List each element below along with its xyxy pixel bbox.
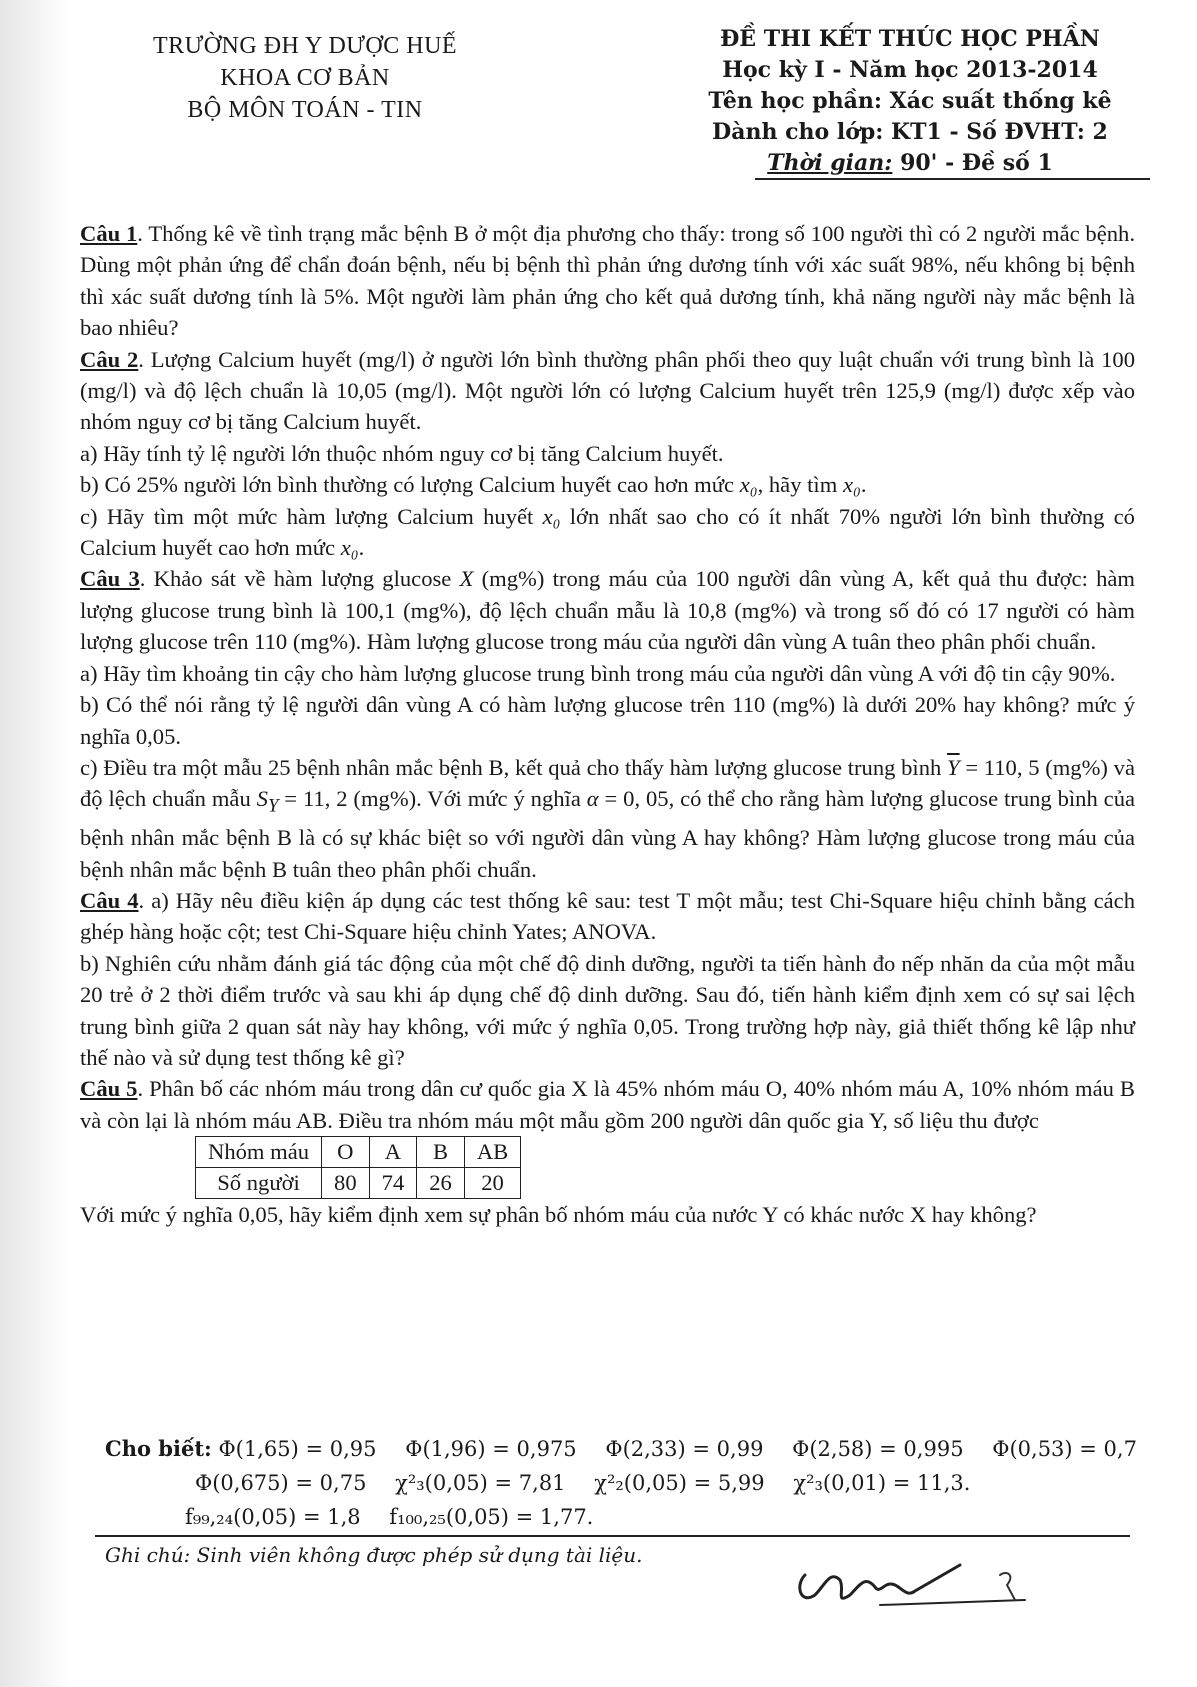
given-value: Φ(2,58) = 0,995 — [792, 1437, 964, 1461]
question-3a: a) Hãy tìm khoảng tin cậy cho hàm lượng glucose trung bình trong máu của người dân vùng A với độ tin cậy 90%. — [80, 660, 1116, 686]
table-header-row — [196, 1137, 521, 1168]
table-cell: A — [369, 1137, 417, 1168]
question-3c — [80, 752, 1135, 885]
x0-symbol: x₀ — [542, 503, 561, 529]
exam-note: Ghi chú: Sinh viên không được phép sử dụng tài liệu. — [105, 1543, 643, 1567]
faculty-name: KHOA CƠ BẢN — [220, 65, 390, 91]
given-value: Φ(2,33) = 0,99 — [605, 1437, 764, 1461]
alpha-symbol: α — [586, 786, 599, 812]
sy-symbol: S — [256, 786, 268, 812]
given-line-3 — [105, 1500, 1145, 1534]
question-4b: b) Nghiên cứu nhằm đánh giá tác động của một chế độ dinh dưỡng, người ta tiến hành đo nếp nhăn da của một mẫu 20 trẻ ở 2 thời điểm trước và sau khi áp dụng chế độ dinh dưỡng. Sau đó, tiến hành kiểm định xem có sự sai lệch trung bình giữa 2 quan sát này hay không, với mức ý nghĩa 0,05. Trong trường hợp này, giả thiết thống kê lập như thế nào và sử dụng test thống kê gì? — [80, 950, 1135, 1071]
signature — [785, 1545, 1035, 1635]
question-5 — [80, 1073, 1135, 1136]
university-name: TRƯỜNG ĐH Y DƯỢC HUẾ — [152, 33, 458, 59]
question-2a: a) Hãy tính tỷ lệ người lớn thuộc nhóm nguy cơ bị tăng Calcium huyết. — [80, 440, 724, 466]
given-line-2 — [105, 1466, 1145, 1500]
footer-rule — [95, 1535, 1130, 1537]
exam-time — [690, 148, 1130, 179]
question-3c-eq2: = 11, 2 (mg%). Với mức ý nghĩa — [278, 786, 587, 812]
variable-x: X — [459, 566, 474, 592]
time-label: Thời gian: — [767, 150, 893, 176]
question-2 — [80, 344, 1135, 438]
question-1 — [80, 218, 1135, 344]
question-3c-text: c) Điều tra một mẫu 25 bệnh nhân mắc bệnh B, kết quả cho thấy hàm lượng glucose trung bình — [80, 754, 948, 780]
table-cell: Nhóm máu — [196, 1137, 322, 1168]
question-3-label: Câu 3 — [80, 566, 140, 592]
x0-symbol: x₀ — [340, 535, 359, 561]
table-cell: 20 — [464, 1168, 520, 1199]
scan-shadow — [0, 0, 70, 1687]
question-2c — [80, 501, 1135, 564]
y-bar-symbol: $\overline{Y}$ — [947, 754, 960, 780]
question-4a-text: . a) Hãy nêu điều kiện áp dụng các test thống kê sau: test T một mẫu; test Chi-Square hiệu chỉnh bằng cách ghép hàng hoặc cột; test Chi-Square hiệu chỉnh Yates; ANOVA. — [80, 888, 1135, 945]
given-value: Φ(0,675) = 0,75 — [195, 1471, 367, 1495]
x0-symbol: x₀ — [739, 472, 758, 498]
sy-subscript: Y — [267, 795, 279, 817]
given-value: Φ(1,96) = 0,975 — [405, 1437, 577, 1461]
given-value: Φ(1,65) = 0,95 — [218, 1437, 377, 1461]
question-3-text-cont: (mg%) trong máu của 100 người dân vùng A, kết quả thu được: hàm lượng glucose trung bình là 100,1 (mg%), độ lệch chuẩn mẫu là 10,8 (mg%) và trong số đó có 17 người có hàm lượng glucose trên 110 (mg%). Hàm lượng glucose trong máu của người dân vùng A tuân theo phân phối chuẩn. — [80, 566, 1136, 655]
table-cell: O — [322, 1137, 370, 1168]
question-2b-text: b) Có 25% người lớn bình thường có lượng Calcium huyết cao hơn mức — [80, 472, 740, 498]
header-rule — [755, 178, 1150, 180]
question-2c-end: . — [358, 535, 365, 561]
blood-group-table — [195, 1136, 521, 1199]
question-2c-text: c) Hãy tìm một mức hàm lượng Calcium huyết — [80, 503, 543, 529]
question-1-text: . Thống kê về tình trạng mắc bệnh B ở một địa phương cho thấy: trong số 100 người thì có 2 người mắc bệnh. Dùng một phản ứng để chẩn đoán bệnh, nếu bị bệnh thì phản ứng dương tính với xác suất 98%, nếu không bị bệnh thì xác suất dương tính là 5%. Một người làm phản ứng cho kết quả dương tính, khả năng người này mắc bệnh là bao nhiêu? — [80, 221, 1135, 341]
department-name: BỘ MÔN TOÁN - TIN — [187, 97, 423, 123]
table-cell: AB — [464, 1137, 520, 1168]
question-3-text: . Khảo sát về hàm lượng glucose — [139, 566, 460, 592]
given-value: Φ(0,53) = 0,7 — [992, 1437, 1137, 1461]
question-3c-eq1: = 110, 5 (mg%) và độ lệch chuẩn mẫu — [80, 754, 1135, 812]
question-3c-end: = 0, 05, có thể cho rằng hàm lượng glucose trung bình của bệnh nhân mắc bệnh B là có sự khác biệt so với người dân vùng A hay không? Hàm lượng glucose trong máu của bệnh nhân mắc bệnh B tuân theo phân phối chuẩn. — [80, 786, 1136, 882]
table-cell: B — [417, 1137, 465, 1168]
table-cell: 26 — [417, 1168, 465, 1199]
question-5-label: Câu 5 — [80, 1076, 138, 1102]
given-line-1 — [105, 1432, 1145, 1466]
question-2-text: . Lượng Calcium huyết (mg/l) ở người lớn bình thường phân phối theo quy luật chuẩn với trung bình là 100 (mg/l) và độ lệch chuẩn là 10,05 (mg/l). Một người lớn có lượng Calcium huyết trên 125,9 (mg/l) được xếp vào nhóm nguy cơ bị tăng Calcium huyết. — [80, 346, 1135, 435]
class-info: Dành cho lớp: KT1 - Số ĐVHT: 2 — [712, 119, 1108, 145]
given-value: f₉₉,₂₄(0,05) = 1,8 — [185, 1505, 361, 1529]
question-1-label: Câu 1 — [80, 221, 138, 246]
question-3b: b) Có thể nói rằng tỷ lệ người dân vùng A có hàm lượng glucose trên 110 (mg%) là dưới 20% hay không? mức ý nghĩa 0,05. — [80, 692, 1135, 749]
given-label: Cho biết: — [105, 1436, 212, 1461]
semester: Học kỳ I - Năm học 2013-2014 — [722, 57, 1098, 83]
table-cell: 80 — [322, 1168, 370, 1199]
question-5-after: Với mức ý nghĩa 0,05, hãy kiểm định xem sự phân bố nhóm máu của nước Y có khác nước X hay không? — [80, 1202, 1037, 1228]
question-2c-mid: lớn nhất sao cho có ít nhất 70% người lớn bình thường có Calcium huyết cao hơn mức — [80, 503, 1135, 561]
given-value: f₁₀₀,₂₅(0,05) = 1,77. — [389, 1505, 594, 1529]
question-3 — [80, 563, 1135, 657]
given-value: χ²₂(0,05) = 5,99 — [594, 1471, 765, 1495]
given-values — [105, 1432, 1145, 1534]
question-2-label: Câu 2 — [80, 346, 139, 372]
given-value: χ²₃(0,01) = 11,3. — [793, 1471, 971, 1495]
question-4-label: Câu 4 — [80, 888, 139, 914]
institution-header — [140, 30, 470, 126]
exam-body — [80, 218, 1135, 1231]
table-row — [196, 1168, 521, 1199]
question-2b-mid: , hãy tìm — [757, 472, 843, 498]
question-2b — [80, 469, 1135, 500]
given-value: χ²₃(0,05) = 7,81 — [395, 1471, 566, 1495]
question-5-text: . Phân bố các nhóm máu trong dân cư quốc gia X là 45% nhóm máu O, 40% nhóm máu A, 10% nhóm máu B và còn lại là nhóm máu AB. Điều tra nhóm máu một mẫu gồm 200 người dân quốc gia Y, số liệu thu được — [80, 1076, 1135, 1133]
time-value: 90' - Đề số 1 — [900, 150, 1053, 176]
table-cell: 74 — [369, 1168, 417, 1199]
question-2b-end: . — [860, 472, 867, 498]
exam-title: ĐỀ THI KẾT THÚC HỌC PHẦN — [720, 26, 1100, 52]
exam-header — [690, 24, 1130, 179]
table-cell: Số người — [196, 1168, 322, 1199]
course-name: Tên học phần: Xác suất thống kê — [708, 88, 1112, 114]
x0-symbol: x₀ — [842, 472, 861, 498]
question-4a — [80, 885, 1135, 948]
